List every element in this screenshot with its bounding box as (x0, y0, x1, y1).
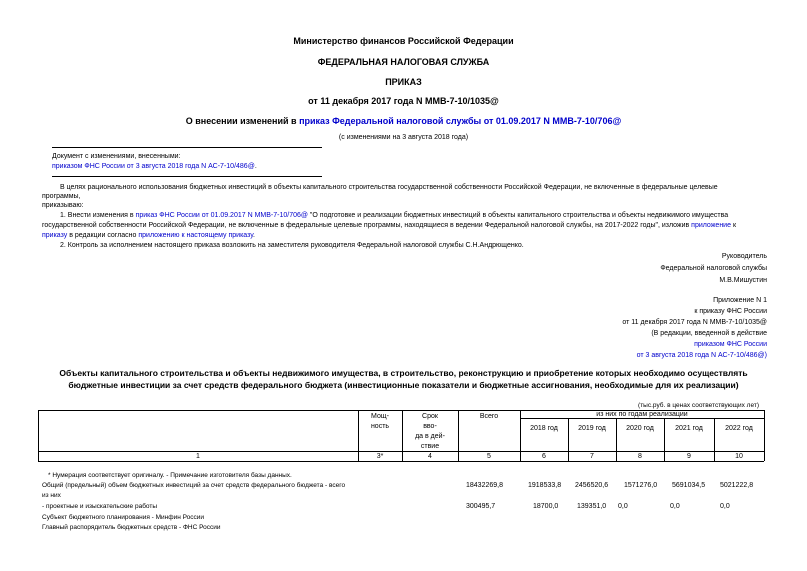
intro-line1: В целях рационального использования бюджетных инвестиций в объекты капитального строительства государственной собственности Российской Федерации, не включенные в федеральные целевые (60, 184, 718, 191)
changes-label: Документ с изменениями, внесенными: (52, 153, 181, 160)
paragraph-1-line3 (42, 232, 255, 239)
col-header-year: 2021 год (675, 425, 703, 432)
p1-after-link2: к (731, 222, 737, 229)
table-title-line1: Объекты капитального строительства и объекты недвижимого имущества, в строительство, реконструкцию и приобретение которых необходимо осуществлять (59, 368, 748, 378)
appendix-revision: (В редакции, введенной в действие (651, 330, 767, 337)
appendix-number: Приложение N 1 (713, 297, 767, 304)
intro-line2: программы, (42, 193, 81, 200)
p1-order-link[interactable]: приказу (42, 232, 68, 239)
col-number: 6 (542, 453, 546, 460)
row-planning-subject: Субъект бюджетного планирования - Минфин России (42, 514, 205, 521)
p1-text: "О подготовке и реализации бюджетных инвестиций в объекты капитального строительства и объекты недвижимого имущества (307, 212, 729, 219)
ministry-title: Министерство финансов Российской Федерации (293, 36, 514, 46)
p1-line3-mid: в редакции согласно (67, 232, 139, 239)
paragraph-1 (60, 212, 728, 219)
signature-name: М.В.Мишустин (719, 277, 767, 284)
paragraph-2: 2. Контроль за исполнением настоящего приказа возложить на заместителя руководителя Федеральной налоговой службы С.Н.Андрющенко. (60, 242, 524, 249)
table-title-line2: бюджетные инвестиции за счет средств федерального бюджета (инвестиционные показатели и бюджетные ассигнования, необходимые для их реализации) (68, 380, 739, 390)
row-total-value: 2456520,6 (575, 482, 609, 489)
row-design-value: 18700,0 (533, 503, 559, 510)
row-design-value: 0,0 (670, 503, 680, 510)
p1-appendix-order-link[interactable]: приложению к настоящему приказу (138, 232, 254, 239)
col-header-term: Срок вво- да в дей- ствие (415, 413, 445, 450)
row-total-value: 5691034,5 (672, 482, 706, 489)
table-unit-note: (тыс.руб. в ценах соответствующих лет) (638, 402, 759, 409)
appendix-order-date-link[interactable]: от 3 августа 2018 года N АС-7-10/486@) (636, 352, 767, 359)
signature-org: Федеральной налоговой службы (660, 265, 767, 272)
document-date-number: от 11 декабря 2017 года N ММВ-7-10/1035@ (308, 96, 499, 106)
subject-prefix: О внесении изменений в (185, 116, 300, 126)
col-header-year: 2019 год (578, 425, 606, 432)
document-subject (0, 116, 807, 126)
row-design-value: 0,0 (618, 503, 628, 510)
appendix-ref: к приказу ФНС России (694, 308, 767, 315)
row-total-value: 18432269,8 (466, 482, 503, 489)
row-total-value: 1571276,0 (624, 482, 658, 489)
col-number: 4 (428, 453, 432, 460)
footnote: * Нумерация соответствует оригиналу. - Примечание изготовителя базы данных. (48, 472, 292, 479)
revision-note: (с изменениями на 3 августа 2018 года) (338, 134, 469, 141)
col-number: 8 (638, 453, 642, 460)
document-type: ПРИКАЗ (385, 77, 422, 87)
row-of-which-label: из них (42, 492, 61, 499)
p1-prefix: 1. Внести изменения в (60, 212, 136, 219)
col-number: 3* (376, 453, 384, 460)
col-header-year: 2020 год (626, 425, 654, 432)
table-vline (764, 410, 765, 461)
col-header-year: 2022 год (725, 425, 753, 432)
changes-line (52, 163, 257, 170)
col-number: 1 (196, 453, 200, 460)
order-word: приказываю: (42, 202, 84, 209)
p1-link[interactable]: приказ ФНС России от 01.09.2017 N ММВ-7-10/706@ (135, 212, 308, 219)
appendix-order-link[interactable]: приказом ФНС России (694, 341, 767, 348)
row-total-label: Общий (предельный) объем бюджетных инвестиций за счет средств федерального бюджета - всего (42, 482, 346, 489)
changes-tail: . (254, 163, 257, 170)
p1-line2-text: государственной собственности Российской Федерации, не включенные в федеральные целевые программы, находящиеся в ведении Федеральной налоговой службы, на 2017-2022 годы", изложив (42, 222, 692, 229)
row-total-value: 1918533,8 (528, 482, 562, 489)
row-design-value: 300495,7 (466, 503, 496, 510)
row-chief-manager: Главный распорядитель бюджетных средств - ФНС России (42, 524, 221, 531)
col-number: 9 (687, 453, 691, 460)
col-header-year: 2018 год (530, 425, 558, 432)
row-total-value: 5021222,8 (720, 482, 754, 489)
row-design-label: - проектные и изыскательские работы (42, 503, 158, 510)
changes-link[interactable]: приказом ФНС России от 3 августа 2018 года N АС-7-10/486@ (52, 163, 255, 170)
col-header-power: Мощ- ность (370, 413, 390, 430)
subject-link[interactable]: приказ Федеральной налоговой службы от 01.09.2017 N ММВ-7-10/706@ (299, 116, 622, 126)
col-header-years-group: из них по годам реализации (596, 411, 688, 418)
col-header-total: Всего (479, 413, 499, 420)
p1-appendix-link[interactable]: приложение (691, 222, 731, 229)
row-design-value: 139351,0 (577, 503, 607, 510)
changes-bottom-rule (52, 176, 322, 177)
paragraph-1-line2 (42, 222, 736, 229)
p1-line3-end: . (253, 232, 255, 239)
col-number: 5 (487, 453, 491, 460)
row-design-value: 0,0 (720, 503, 730, 510)
appendix-date: от 11 декабря 2017 года N ММВ-7-10/1035@ (622, 319, 767, 326)
changes-top-rule (52, 147, 322, 148)
col-number: 10 (735, 453, 743, 460)
signature-position: Руководитель (721, 253, 767, 260)
service-title: ФЕДЕРАЛЬНАЯ НАЛОГОВАЯ СЛУЖБА (317, 57, 490, 67)
col-number: 7 (590, 453, 594, 460)
